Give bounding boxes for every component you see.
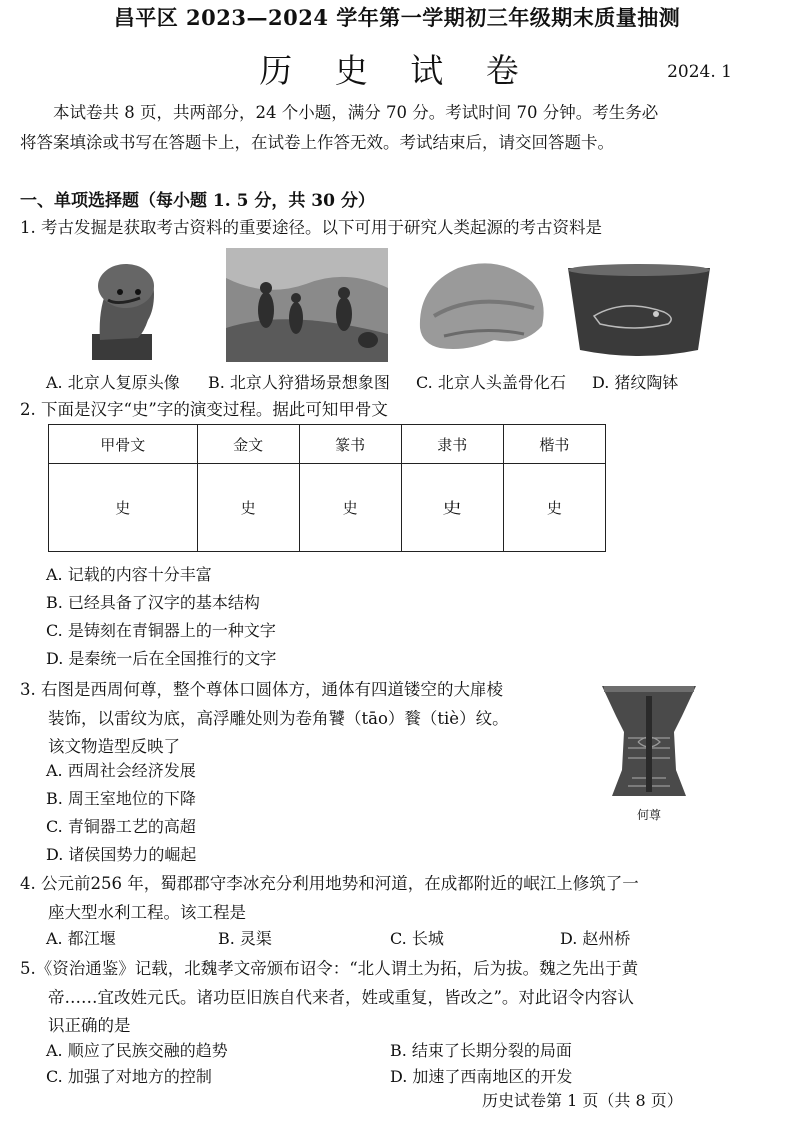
q5-stem-line-3: 识正确的是	[48, 1016, 131, 1035]
q3-image-caption: 何尊	[637, 808, 662, 822]
q3-option-d: D. 诸侯国势力的崛起	[46, 845, 197, 864]
q4-option-a: A. 都江堰	[46, 929, 116, 948]
q1-image-c-skull-fossil	[414, 256, 548, 360]
header-regular: 楷书	[503, 425, 605, 464]
q5-stem-line-2: 帝……宜改姓元氏。诸功臣旧族自代来者，姓或重复，皆改之”。对此诏令内容认	[48, 988, 634, 1007]
q4-stem-line-2: 座大型水利工程。该工程是	[48, 903, 246, 922]
q1-option-b: B. 北京人狩猎场景想象图	[208, 373, 390, 392]
q1-image-a-bust	[78, 248, 170, 364]
q3-option-c: C. 青铜器工艺的高超	[46, 817, 196, 836]
header-bronze: 金文	[197, 425, 299, 464]
q5-option-c: C. 加强了对地方的控制	[46, 1067, 212, 1086]
q5-option-b: B. 结束了长期分裂的局面	[390, 1041, 572, 1060]
q1-image-b-hunting-scene	[226, 248, 388, 362]
section-title: 一、单项选择题（每小题 1. 5 分，共 30 分）	[20, 191, 375, 211]
q5-option-d: D. 加速了西南地区的开发	[390, 1067, 573, 1086]
q1-stem: 1. 考古发掘是获取考古资料的重要途径。以下可用于研究人类起源的考古资料是	[20, 218, 602, 237]
q2-stem: 2. 下面是汉字“史”字的演变过程。据此可知甲骨文	[20, 400, 388, 419]
q3-stem-line-3: 该文物造型反映了	[48, 737, 180, 756]
q4-option-b: B. 灵渠	[218, 929, 272, 948]
exam-date: 2024. 1	[667, 62, 732, 82]
exam-title: 昌平区 2023—2024 学年第一学期初三年级期末质量抽测	[113, 5, 681, 30]
header-oracle-bone: 甲骨文	[49, 425, 198, 464]
q5-option-a: A. 顺应了民族交融的趋势	[46, 1041, 228, 1060]
q3-option-b: B. 周王室地位的下降	[46, 789, 196, 808]
header-seal: 篆书	[299, 425, 401, 464]
q1-option-c: C. 北京人头盖骨化石	[416, 373, 566, 392]
q1-option-a: A. 北京人复原头像	[46, 373, 180, 392]
q2-option-c: C. 是铸刻在青铜器上的一种文字	[46, 621, 276, 640]
glyph-seal: 史	[299, 464, 401, 552]
glyph-bronze: 史	[197, 464, 299, 552]
q4-stem-line-1: 4. 公元前256 年，蜀郡郡守李冰充分利用地势和河道，在成都附近的岷江上修筑了一	[20, 874, 639, 893]
q3-stem-line-1: 3. 右图是西周何尊，整个尊体口圆体方，通体有四道镂空的大扉棱	[20, 680, 503, 699]
intro-line-2: 将答案填涂或书写在答题卡上，在试卷上作答无效。考试结束后，请交回答题卡。	[20, 133, 614, 152]
subject-title: 历 史 试 卷	[259, 51, 535, 90]
glyph-oracle-bone: 史	[49, 464, 198, 552]
q2-option-d: D. 是秦统一后在全国推行的文字	[46, 649, 277, 668]
intro-paragraph	[20, 98, 760, 158]
q3-option-a: A. 西周社会经济发展	[46, 761, 196, 780]
q2-option-a: A. 记载的内容十分丰富	[46, 565, 212, 584]
intro-line-1: 本试卷共 8 页，共两部分，24 个小题，满分 70 分。考试时间 70 分钟。考生务必	[53, 103, 659, 122]
q5-stem-line-1: 5.《资治通鉴》记载，北魏孝文帝颁布诏令：“北人谓土为拓，后为拔。魏之先出于黄	[20, 959, 639, 978]
q3-stem-line-2: 装饰，以雷纹为底，高浮雕处则为卷角饕（tāo）餮（tiè）纹。	[48, 709, 509, 728]
script-evolution-table	[48, 424, 606, 552]
glyph-clerical: 史	[386, 464, 519, 552]
q2-option-b: B. 已经具备了汉字的基本结构	[46, 593, 260, 612]
glyph-regular: 史	[503, 464, 605, 552]
q4-option-c: C. 长城	[390, 929, 444, 948]
header-clerical: 隶书	[401, 425, 503, 464]
q4-option-d: D. 赵州桥	[560, 929, 631, 948]
q3-image-he-zun	[598, 682, 700, 802]
page-footer: 历史试卷第 1 页（共 8 页）	[482, 1091, 683, 1110]
q1-image-d-pottery-bowl	[564, 262, 714, 362]
q1-option-d: D. 猪纹陶钵	[592, 373, 679, 392]
